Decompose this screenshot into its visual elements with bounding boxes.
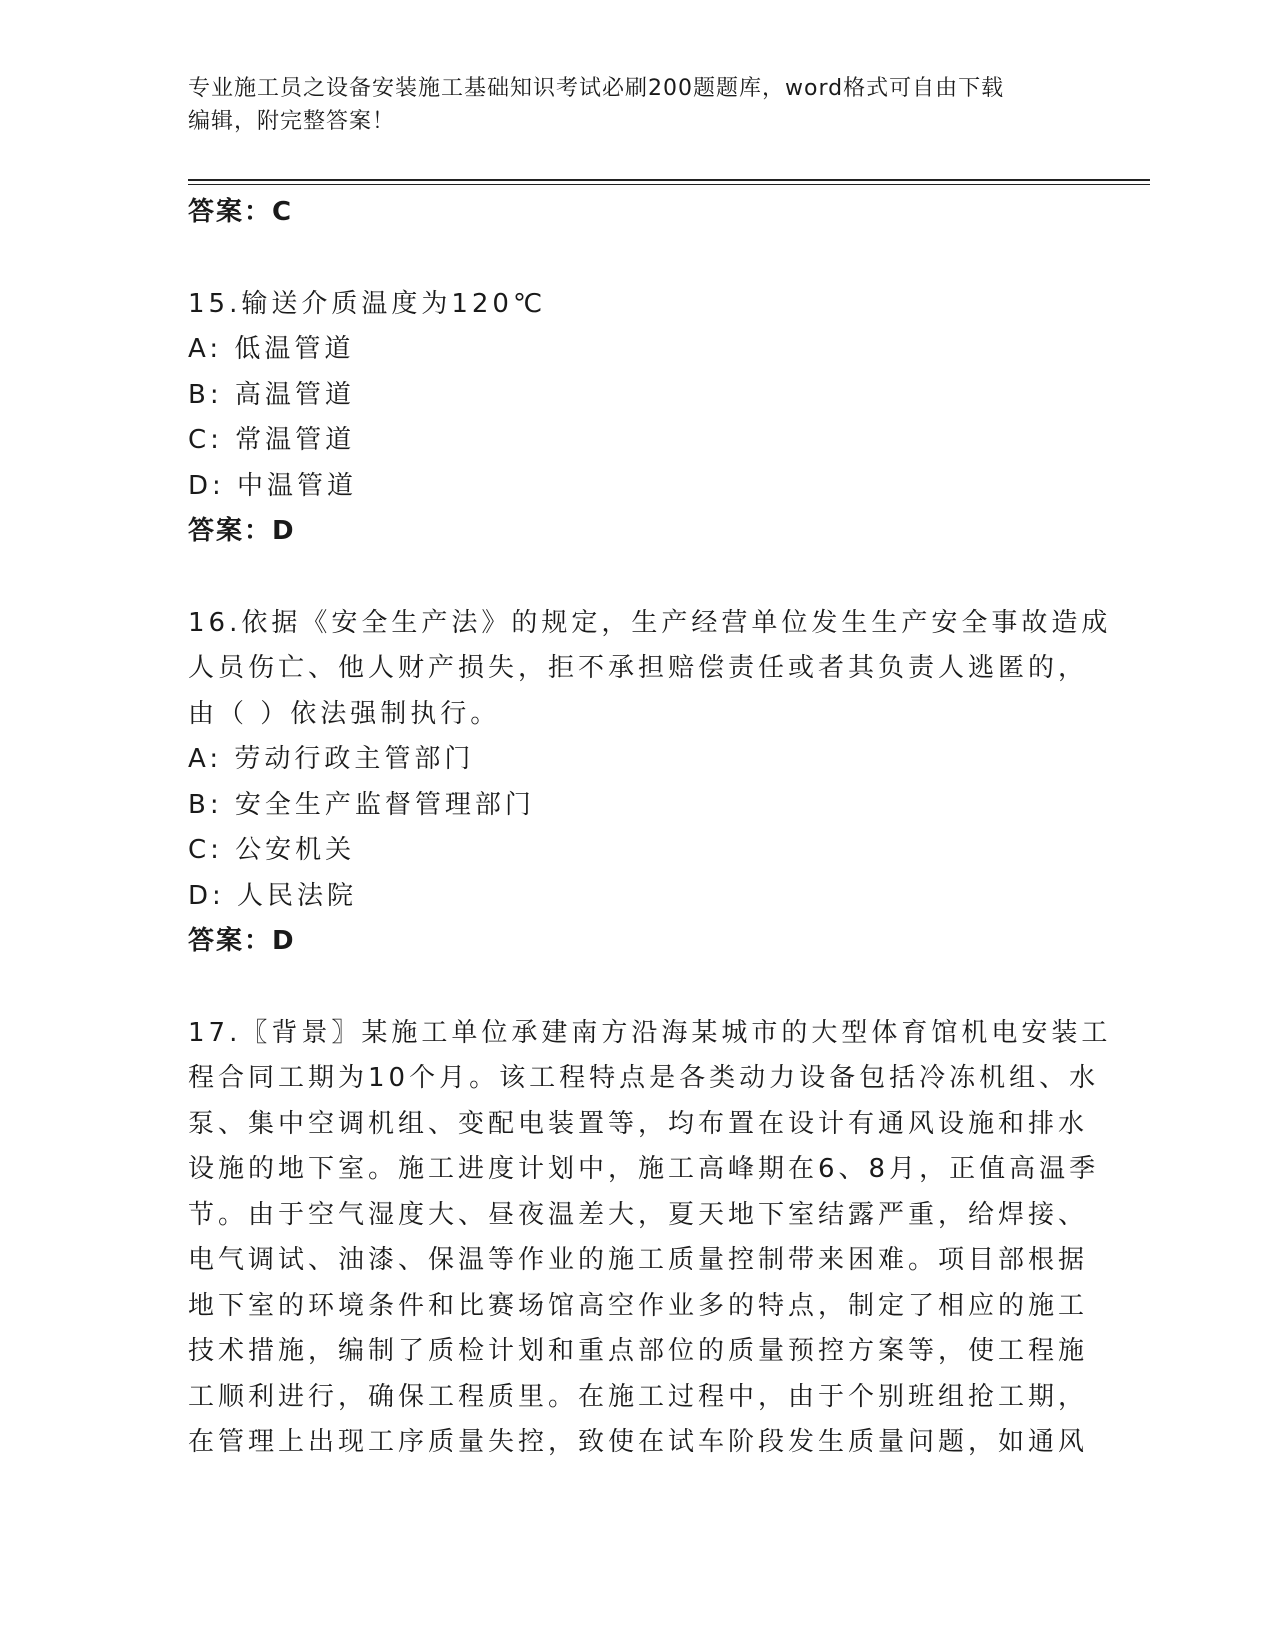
answer-previous-question: 答案：C: [188, 197, 294, 227]
header-rule-thick: [188, 179, 1150, 181]
question-16-stem-line: 人员伤亡、他人财产损失，拒不承担赔偿责任或者其负责人逃匿的，: [188, 653, 1089, 683]
question-17-stem-line: 在管理上出现工序质量失控，致使在试车阶段发生质量问题，如通风: [188, 1427, 1089, 1457]
question-17-stem: [188, 1011, 1112, 1466]
header-line-2: 编辑，附完整答案！: [188, 109, 396, 134]
question-16-stem-line: 16.依据《安全生产法》的规定，生产经营单位发生生产安全事故造成: [188, 607, 1112, 638]
question-15: [188, 282, 1088, 555]
question-17-stem-line: 程合同工期为10个月。该工程特点是各类动力设备包括冷冻机组、水: [188, 1063, 1100, 1093]
question-15-stem: 15.输送介质温度为120℃: [188, 288, 547, 319]
question-17-stem-line: 技术措施，编制了质检计划和重点部位的质量预控方案等，使工程施: [188, 1336, 1089, 1366]
question-16-option-a: A: 劳动行政主管部门: [188, 744, 475, 774]
question-17-stem-line: 工顺利进行，确保工程质里。在施工过程中，由于个别班组抢工期，: [188, 1381, 1089, 1412]
question-17-stem-line: 地下室的环境条件和比赛场馆高空作业多的特点，制定了相应的施工: [188, 1290, 1089, 1321]
question-15-option-d: D: 中温管道: [188, 470, 358, 501]
question-15-option-b: B: 高温管道: [188, 379, 355, 410]
document-header: [188, 72, 1068, 138]
spacer: [188, 236, 1088, 282]
spacer: [188, 555, 1088, 601]
question-17-stem-line: 17.〖背景〗某施工单位承建南方沿海某城市的大型体育馆机电安装工: [188, 1017, 1112, 1048]
question-17-stem-line: 电气调试、油漆、保温等作业的施工质量控制带来困难。项目部根据: [188, 1245, 1089, 1275]
spacer: [188, 965, 1088, 1011]
question-16-option-c: C: 公安机关: [188, 835, 356, 865]
header-rule-thin: [188, 184, 1150, 185]
document-body: [188, 190, 1112, 1466]
question-15-answer: 答案：D: [188, 516, 296, 546]
question-17-stem-line: 节。由于空气湿度大、昼夜温差大，夏天地下室结露严重，给焊接、: [188, 1199, 1089, 1230]
question-15-option-a: A: 低温管道: [188, 334, 355, 364]
question-16-stem: [188, 601, 1112, 738]
question-15-option-c: C: 常温管道: [188, 425, 356, 455]
question-16-answer: 答案：D: [188, 926, 296, 956]
header-line-1: 专业施工员之设备安装施工基础知识考试必刷200题题库，word格式可自由下载: [188, 76, 1005, 101]
question-16-option-d: D: 人民法院: [188, 880, 358, 911]
question-17-stem-line: 泵、集中空调机组、变配电装置等，均布置在设计有通风设施和排水: [188, 1108, 1089, 1139]
question-17: [188, 1011, 1112, 1466]
question-16-option-b: B: 安全生产监督管理部门: [188, 789, 535, 820]
question-16: [188, 601, 1112, 965]
question-17-stem-line: 设施的地下室。施工进度计划中，施工高峰期在6、8月，正值高温季: [188, 1154, 1100, 1184]
question-16-stem-line: 由（ ）依法强制执行。: [188, 698, 501, 729]
